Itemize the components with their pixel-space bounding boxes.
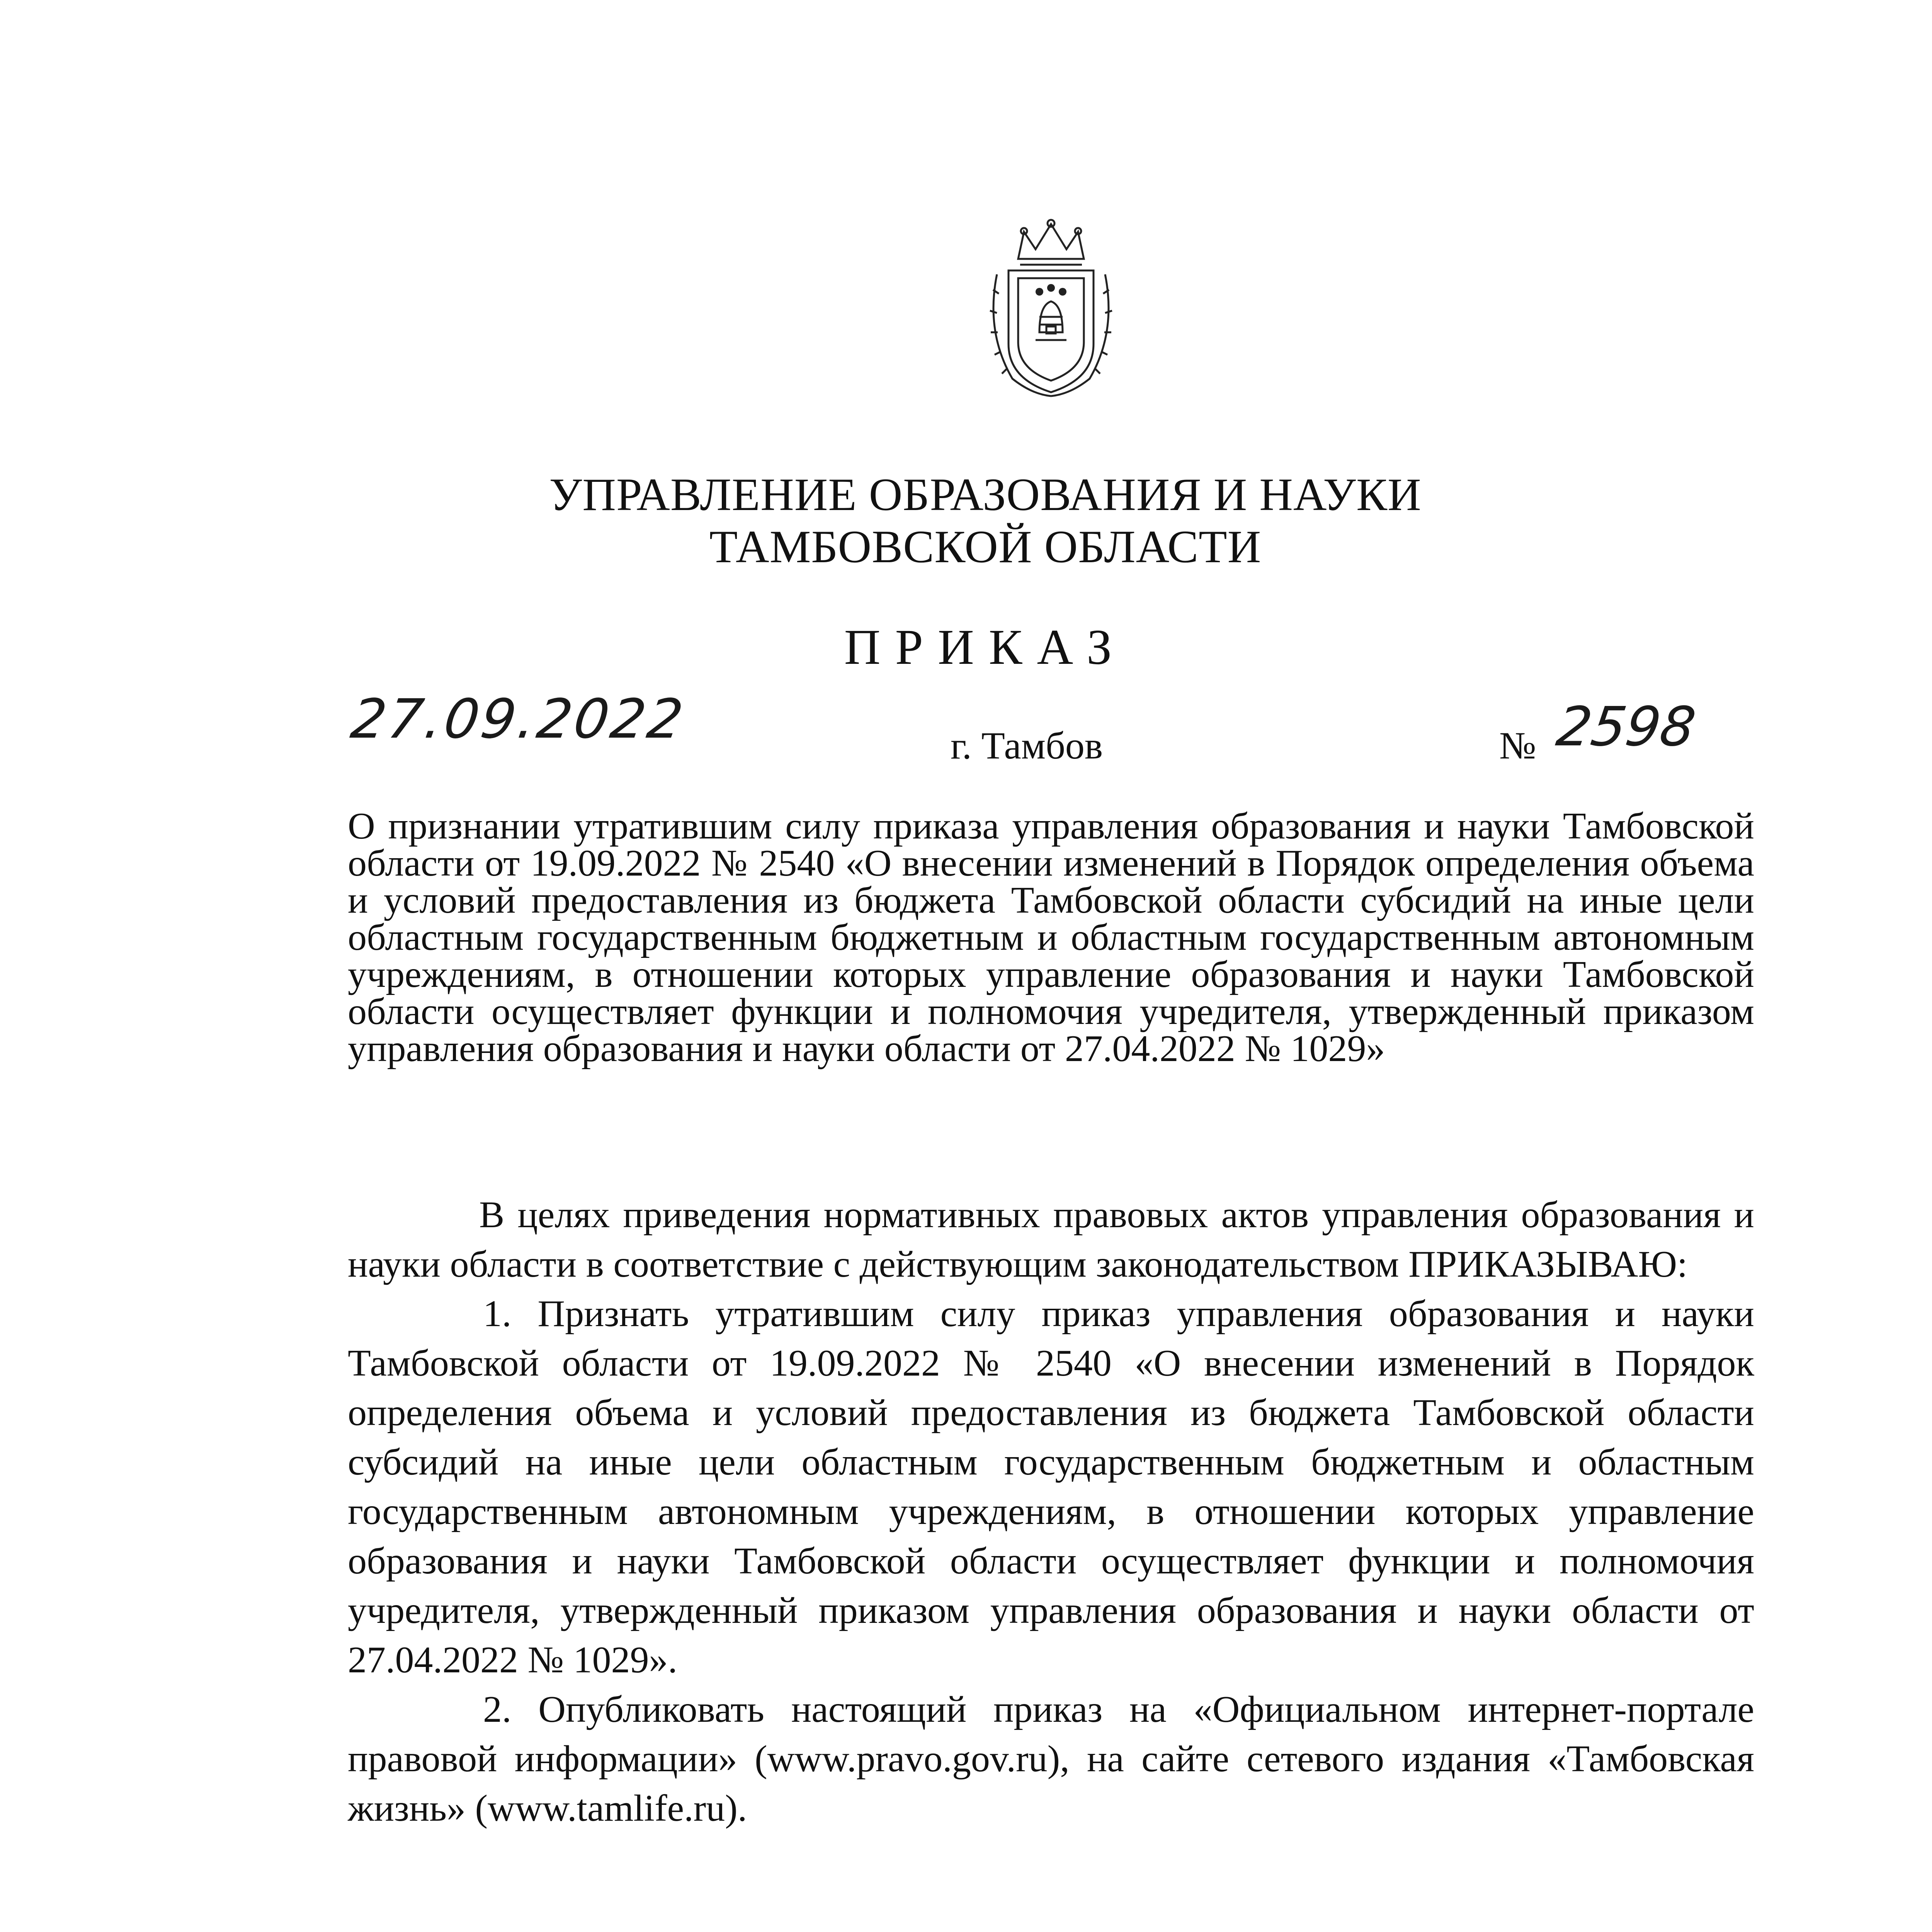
order-number-label: № bbox=[1499, 724, 1536, 767]
organization-name-line1: УПРАВЛЕНИЕ ОБРАЗОВАНИЯ И НАУКИ bbox=[549, 469, 1422, 520]
body-item-2: 2. Опубликовать настоящий приказ на «Официальном интернет-портале правовой информации» (www.pravo.gov.ru), на сайте сетевого издания «Тамбовская жизнь» (www.tamlife.ru). bbox=[348, 1689, 1754, 1829]
order-date: 27.09.2022 bbox=[347, 688, 689, 751]
order-subject: О признании утратившим силу приказа управления образования и науки Тамбовской области от 19.09.2022 № 2540 «О внесении изменений в Порядок определения объема и условий предоставления из бюджета Тамбовской области субсидий на иные цели областным государственным бюджетным и областным государственным автономным учреждениям, в отношении которых управление образования и науки Тамбовской области осуществляет функции и полномочия учредителя, утвержденный приказом управления образования и науки области от 27.04.2022 № 1029» bbox=[348, 805, 1754, 1070]
order-city: г. Тамбов bbox=[951, 724, 1103, 767]
document-type-title: ПРИКАЗ bbox=[844, 619, 1127, 675]
body-item-1: 1. Признать утратившим силу приказ управления образования и науки Тамбовской области от 19.09.2022 № 2540 «О внесении изменений в Порядок определения объема и условий предоставления из бюджета Тамбовской области субсидий на иные цели областным государственным бюджетным и областным государственным автономным учреждениям, в отношении которых управление образования и науки Тамбовской области осуществляет функции и полномочия учредителя, утвержденный приказом управления образования и науки области от 27.04.2022 № 1029». bbox=[348, 1293, 1754, 1681]
organization-name-line2: ТАМБОВСКОЙ ОБЛАСТИ bbox=[709, 521, 1262, 572]
order-body bbox=[348, 1190, 1754, 1833]
tambov-coat-of-arms-icon bbox=[981, 216, 1121, 398]
body-preamble: В целях приведения нормативных правовых актов управления образования и науки области в соответствие с действующим законодательством ПРИКАЗЫВАЮ: bbox=[348, 1194, 1754, 1285]
order-number: 2598 bbox=[1553, 696, 1699, 759]
